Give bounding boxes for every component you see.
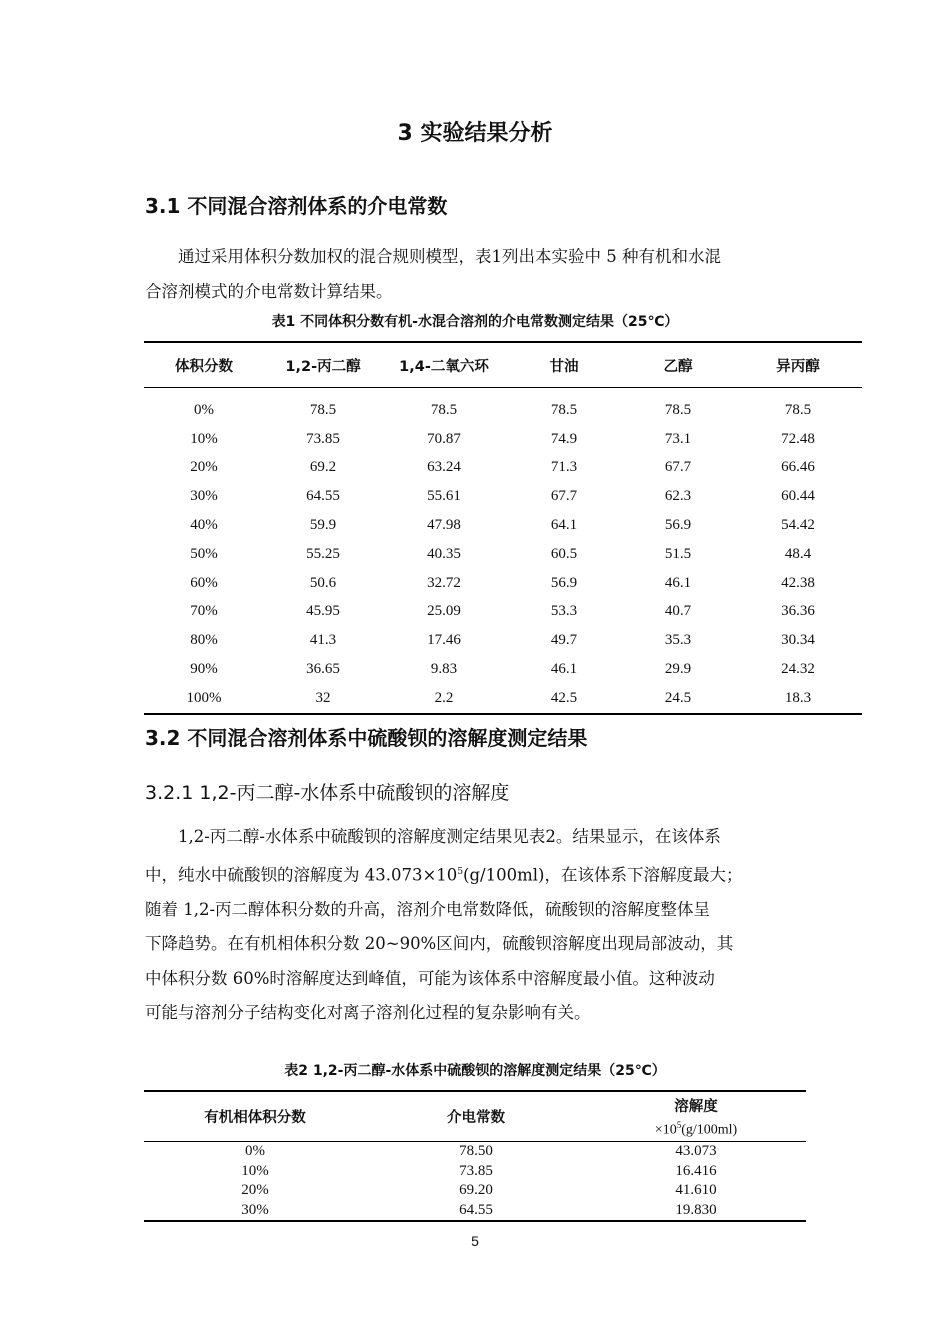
table-row xyxy=(144,1162,806,1182)
paragraph-line: 下降趋势。在有机相体积分数 20~90%区间内，硫酸钡溶解度出现局部波动，其 xyxy=(145,934,734,953)
table-cell: 69.20 xyxy=(459,1182,493,1199)
table-cell: 49.7 xyxy=(550,632,578,649)
table-cell: 9.83 xyxy=(430,661,458,678)
header-cell: 介电常数 xyxy=(366,1091,586,1142)
paragraph-line: 通过采用体积分数加权的混合规则模型，表1列出本实验中 5 种有机和水混 xyxy=(178,247,721,266)
superscript: 5 xyxy=(457,866,464,877)
table-cell: 73.1 xyxy=(664,430,692,447)
table-cell: 66.46 xyxy=(781,459,815,476)
table-cell: 46.1 xyxy=(664,574,692,591)
paragraph-line: 随着 1,2-丙二醇体积分数的升高，溶剂介电常数降低，硫酸钡的溶解度整体呈 xyxy=(145,899,711,919)
dielectric-constant-table xyxy=(144,341,862,715)
table-row xyxy=(144,569,862,598)
table-cell: 42.38 xyxy=(781,574,815,591)
table-cell: 36.65 xyxy=(306,661,340,678)
table-cell: 24.5 xyxy=(664,689,692,706)
table-cell: 56.9 xyxy=(550,574,578,591)
unit-text: ×10 xyxy=(654,1122,677,1138)
table-row xyxy=(144,626,862,655)
table-cell: 19.830 xyxy=(675,1201,717,1218)
table-cell: 78.5 xyxy=(430,401,458,418)
table-cell: 10% xyxy=(241,1162,269,1179)
paragraph-line: 可能与溶剂分子结构变化对离子溶剂化过程的复杂影响有关。 xyxy=(145,1003,591,1022)
table-cell: 60% xyxy=(190,574,218,591)
table-cell: 55.25 xyxy=(306,545,340,562)
table-cell: 50% xyxy=(190,545,218,562)
table-cell: 67.7 xyxy=(664,459,692,476)
superscript: 5 xyxy=(676,1119,682,1130)
table-row xyxy=(144,454,862,483)
table-cell: 30% xyxy=(190,488,218,505)
table-cell: 78.5 xyxy=(309,401,337,418)
paragraph-line xyxy=(145,855,809,893)
table-cell: 42.5 xyxy=(550,689,578,706)
table-cell: 41.610 xyxy=(675,1182,717,1199)
table-cell: 90% xyxy=(190,661,218,678)
paragraph-text: (g/100ml)，在该体系下溶解度最大； xyxy=(463,865,743,884)
table2-caption: 表2 1,2-丙二醇-水体系中硫酸钡的溶解度测定结果（25℃） xyxy=(284,1063,666,1079)
table-cell: 73.85 xyxy=(306,430,340,447)
table-row xyxy=(144,655,862,684)
table-row xyxy=(144,388,862,425)
table-cell: 60.44 xyxy=(781,488,815,505)
table-row xyxy=(144,1142,806,1162)
header-cell: 1,2-丙二醇 xyxy=(264,342,382,388)
table-cell: 36.36 xyxy=(781,603,815,620)
table-row xyxy=(144,1201,806,1222)
table-cell: 40.7 xyxy=(664,603,692,620)
table-header-row xyxy=(144,1091,806,1142)
table-row xyxy=(144,511,862,540)
table-cell: 48.4 xyxy=(784,545,812,562)
table-cell: 30% xyxy=(241,1201,269,1218)
header-cell xyxy=(586,1091,806,1142)
table-cell: 40% xyxy=(190,517,218,534)
table-header-row xyxy=(144,342,862,388)
table-cell: 70% xyxy=(190,603,218,620)
table-row xyxy=(144,684,862,714)
table-cell: 0% xyxy=(194,401,214,418)
table-cell: 74.9 xyxy=(550,430,578,447)
table-cell: 54.42 xyxy=(781,517,815,534)
table-cell: 63.24 xyxy=(427,459,461,476)
table-cell: 51.5 xyxy=(664,545,692,562)
table-cell: 59.9 xyxy=(309,517,337,534)
table-cell: 71.3 xyxy=(550,459,578,476)
section-3-2-heading: 3.2 不同混合溶剂体系中硫酸钡的溶解度测定结果 xyxy=(145,726,588,750)
table-cell: 43.073 xyxy=(675,1143,717,1160)
table-cell: 32.72 xyxy=(427,574,461,591)
header-label: 溶解度 xyxy=(674,1098,718,1115)
section-3-1-heading: 3.1 不同混合溶剂体系的介电常数 xyxy=(145,194,448,218)
table-cell: 25.09 xyxy=(427,603,461,620)
table-cell: 32 xyxy=(315,689,331,706)
table-cell: 73.85 xyxy=(459,1162,493,1179)
table-cell: 64.55 xyxy=(306,488,340,505)
table-cell: 78.5 xyxy=(784,401,812,418)
header-cell: 体积分数 xyxy=(144,342,264,388)
table-cell: 78.50 xyxy=(459,1143,493,1160)
header-cell: 乙醇 xyxy=(622,342,734,388)
table-row xyxy=(144,598,862,627)
table-cell: 41.3 xyxy=(309,632,337,649)
solubility-table xyxy=(144,1090,806,1222)
table-cell: 0% xyxy=(245,1143,265,1160)
table1-caption: 表1 不同体积分数有机-水混合溶剂的介电常数测定结果（25℃） xyxy=(271,314,679,330)
table-cell: 62.3 xyxy=(664,488,692,505)
table-cell: 20% xyxy=(241,1182,269,1199)
table-cell: 100% xyxy=(186,689,222,706)
table-cell: 47.98 xyxy=(427,517,461,534)
table-cell: 50.6 xyxy=(309,574,337,591)
header-cell: 甘油 xyxy=(506,342,622,388)
table-cell: 53.3 xyxy=(550,603,578,620)
table-cell: 40.35 xyxy=(427,545,461,562)
header-unit xyxy=(586,1120,806,1139)
table-cell: 56.9 xyxy=(664,517,692,534)
paragraph-text: 中，纯水中硫酸钡的溶解度为 43.073×10 xyxy=(145,865,458,884)
table-cell: 64.55 xyxy=(459,1201,493,1218)
unit-text: (g/100ml) xyxy=(681,1122,738,1138)
table-row xyxy=(144,540,862,569)
table-cell: 10% xyxy=(190,430,218,447)
table-row xyxy=(144,425,862,454)
table-cell: 78.5 xyxy=(664,401,692,418)
header-cell: 1,4-二氧六环 xyxy=(382,342,506,388)
table-cell: 69.2 xyxy=(309,459,337,476)
section-3-2-1-heading: 3.2.1 1,2-丙二醇-水体系中硫酸钡的溶解度 xyxy=(145,782,510,804)
page-number: 5 xyxy=(471,1233,479,1249)
table-cell: 60.5 xyxy=(550,545,578,562)
header-cell: 有机相体积分数 xyxy=(144,1091,366,1142)
table-cell: 80% xyxy=(190,632,218,649)
table-cell: 46.1 xyxy=(550,661,578,678)
table-row xyxy=(144,1181,806,1201)
paragraph-line: 1,2-丙二醇-水体系中硫酸钡的溶解度测定结果见表2。结果显示，在该体系 xyxy=(178,827,721,846)
table-cell: 72.48 xyxy=(781,430,815,447)
paragraph-line: 中体积分数 60%时溶解度达到峰值，可能为该体系中溶解度最小值。这种波动 xyxy=(145,968,715,988)
table-cell: 67.7 xyxy=(550,488,578,505)
table-cell: 55.61 xyxy=(427,488,461,505)
table-cell: 17.46 xyxy=(427,632,461,649)
table-cell: 45.95 xyxy=(306,603,340,620)
table-row xyxy=(144,482,862,511)
paragraph-line: 合溶剂模式的介电常数计算结果。 xyxy=(145,281,393,301)
table-cell: 16.416 xyxy=(675,1162,717,1179)
section-3-1-paragraph xyxy=(145,240,809,309)
table-cell: 78.5 xyxy=(550,401,578,418)
table-cell: 29.9 xyxy=(664,661,692,678)
table-cell: 35.3 xyxy=(664,632,692,649)
table-cell: 70.87 xyxy=(427,430,461,447)
table-cell: 30.34 xyxy=(781,632,815,649)
chapter-title: 3 实验结果分析 xyxy=(397,121,553,146)
table-cell: 20% xyxy=(190,459,218,476)
table-cell: 18.3 xyxy=(784,689,812,706)
table-cell: 2.2 xyxy=(434,689,454,706)
table-cell: 64.1 xyxy=(550,517,578,534)
header-cell: 异丙醇 xyxy=(734,342,862,388)
table-cell: 24.32 xyxy=(781,661,815,678)
section-3-2-1-paragraph xyxy=(145,820,809,1031)
